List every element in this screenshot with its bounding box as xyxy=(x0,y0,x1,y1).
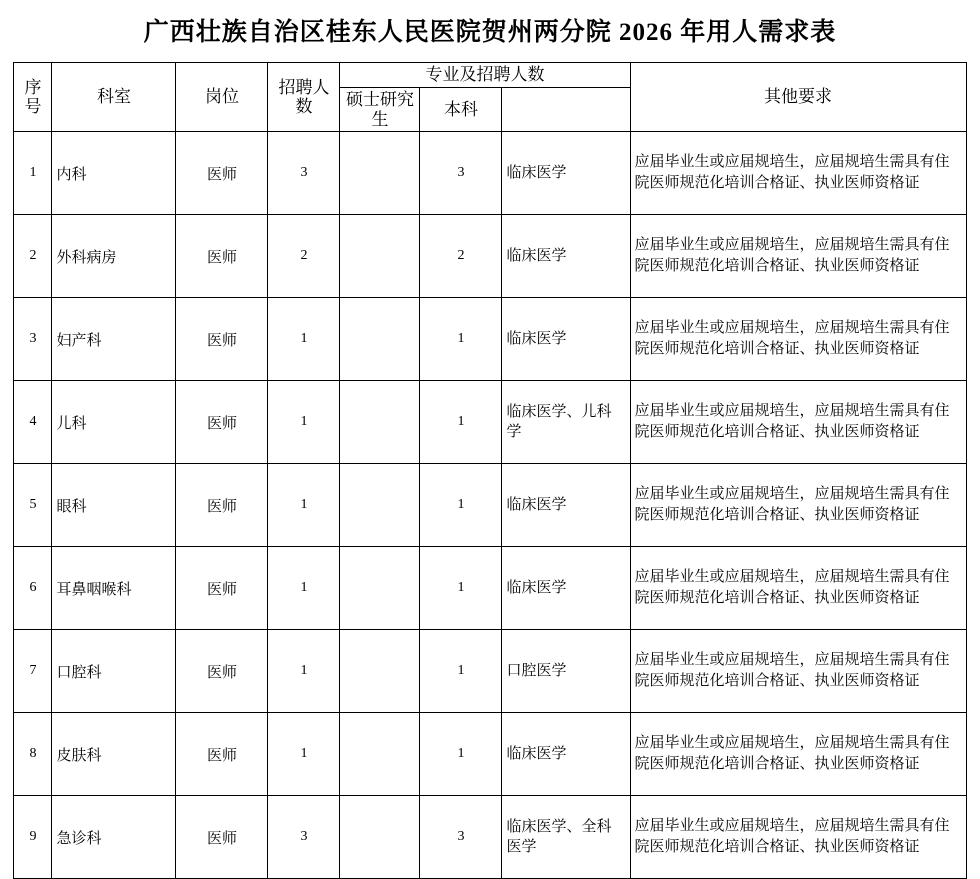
cell-master xyxy=(340,215,420,298)
cell-count: 1 xyxy=(268,298,340,381)
cell-major: 临床医学 xyxy=(502,132,630,215)
cell-count: 1 xyxy=(268,713,340,796)
cell-other: 应届毕业生或应届规培生，应届规培生需具有住院医师规范化培训合格证、执业医师资格证 xyxy=(630,381,966,464)
cell-department: 眼科 xyxy=(52,464,176,547)
table-row xyxy=(14,713,966,796)
cell-bachelor: 1 xyxy=(420,381,502,464)
cell-post: 医师 xyxy=(176,215,268,298)
cell-other: 应届毕业生或应届规培生，应届规培生需具有住院医师规范化培训合格证、执业医师资格证 xyxy=(630,464,966,547)
column-header-no xyxy=(14,63,52,132)
cell-other: 应届毕业生或应届规培生，应届规培生需具有住院医师规范化培训合格证、执业医师资格证 xyxy=(630,796,966,879)
cell-bachelor: 1 xyxy=(420,547,502,630)
cell-post: 医师 xyxy=(176,713,268,796)
cell-master xyxy=(340,630,420,713)
cell-no: 8 xyxy=(14,713,52,796)
cell-post: 医师 xyxy=(176,132,268,215)
cell-master xyxy=(340,132,420,215)
cell-no: 1 xyxy=(14,132,52,215)
cell-no: 6 xyxy=(14,547,52,630)
cell-bachelor: 3 xyxy=(420,132,502,215)
table-row xyxy=(14,547,966,630)
cell-post: 医师 xyxy=(176,630,268,713)
cell-department: 口腔科 xyxy=(52,630,176,713)
cell-other: 应届毕业生或应届规培生，应届规培生需具有住院医师规范化培训合格证、执业医师资格证 xyxy=(630,630,966,713)
cell-department: 儿科 xyxy=(52,381,176,464)
cell-other: 应届毕业生或应届规培生，应届规培生需具有住院医师规范化培训合格证、执业医师资格证 xyxy=(630,713,966,796)
table-body xyxy=(14,132,966,879)
cell-department: 急诊科 xyxy=(52,796,176,879)
column-header-master: 硕士研究生 xyxy=(340,88,420,132)
cell-post: 医师 xyxy=(176,796,268,879)
cell-department: 皮肤科 xyxy=(52,713,176,796)
cell-post: 医师 xyxy=(176,381,268,464)
cell-bachelor: 1 xyxy=(420,713,502,796)
cell-no: 2 xyxy=(14,215,52,298)
table-row xyxy=(14,215,966,298)
cell-count: 1 xyxy=(268,630,340,713)
cell-other: 应届毕业生或应届规培生，应届规培生需具有住院医师规范化培训合格证、执业医师资格证 xyxy=(630,547,966,630)
cell-count: 3 xyxy=(268,796,340,879)
cell-post: 医师 xyxy=(176,464,268,547)
cell-no: 5 xyxy=(14,464,52,547)
cell-other: 应届毕业生或应届规培生，应届规培生需具有住院医师规范化培训合格证、执业医师资格证 xyxy=(630,298,966,381)
table-row xyxy=(14,132,966,215)
cell-major: 临床医学、儿科学 xyxy=(502,381,630,464)
cell-major: 临床医学 xyxy=(502,713,630,796)
cell-bachelor: 1 xyxy=(420,464,502,547)
table-row xyxy=(14,464,966,547)
cell-post: 医师 xyxy=(176,298,268,381)
cell-count: 3 xyxy=(268,132,340,215)
cell-other: 应届毕业生或应届规培生，应届规培生需具有住院医师规范化培训合格证、执业医师资格证 xyxy=(630,215,966,298)
cell-bachelor: 1 xyxy=(420,298,502,381)
cell-major: 临床医学、全科医学 xyxy=(502,796,630,879)
cell-major: 口腔医学 xyxy=(502,630,630,713)
cell-department: 内科 xyxy=(52,132,176,215)
cell-major: 临床医学 xyxy=(502,547,630,630)
column-header-count: 招聘人数 xyxy=(268,63,340,132)
cell-no: 7 xyxy=(14,630,52,713)
cell-master xyxy=(340,713,420,796)
column-header-bachelor: 本科 xyxy=(420,88,502,132)
cell-major: 临床医学 xyxy=(502,215,630,298)
table-header-row-1 xyxy=(14,63,966,88)
page-title: 广西壮族自治区桂东人民医院贺州两分院 2026 年用人需求表 xyxy=(143,19,837,46)
column-header-other: 其他要求 xyxy=(630,63,966,132)
column-header-post: 岗位 xyxy=(176,63,268,132)
cell-master xyxy=(340,381,420,464)
cell-major: 临床医学 xyxy=(502,298,630,381)
table-row xyxy=(14,630,966,713)
cell-master xyxy=(340,464,420,547)
cell-bachelor: 1 xyxy=(420,630,502,713)
table-row xyxy=(14,381,966,464)
cell-count: 2 xyxy=(268,215,340,298)
cell-department: 妇产科 xyxy=(52,298,176,381)
column-header-department: 科室 xyxy=(52,63,176,132)
cell-no: 4 xyxy=(14,381,52,464)
cell-bachelor: 3 xyxy=(420,796,502,879)
cell-count: 1 xyxy=(268,381,340,464)
cell-master xyxy=(340,298,420,381)
cell-no: 9 xyxy=(14,796,52,879)
cell-major: 临床医学 xyxy=(502,464,630,547)
cell-master xyxy=(340,547,420,630)
recruitment-demand-table xyxy=(13,62,966,879)
cell-master xyxy=(340,796,420,879)
cell-count: 1 xyxy=(268,547,340,630)
column-header-major-name xyxy=(502,88,630,132)
table-row xyxy=(14,298,966,381)
cell-no: 3 xyxy=(14,298,52,381)
cell-department: 外科病房 xyxy=(52,215,176,298)
table-row xyxy=(14,796,966,879)
cell-department: 耳鼻咽喉科 xyxy=(52,547,176,630)
column-header-no-label: 序号 xyxy=(24,78,42,117)
cell-post: 医师 xyxy=(176,547,268,630)
cell-bachelor: 2 xyxy=(420,215,502,298)
table-header xyxy=(14,63,966,132)
column-header-major-group: 专业及招聘人数 xyxy=(340,63,630,88)
cell-other: 应届毕业生或应届规培生，应届规培生需具有住院医师规范化培训合格证、执业医师资格证 xyxy=(630,132,966,215)
cell-count: 1 xyxy=(268,464,340,547)
